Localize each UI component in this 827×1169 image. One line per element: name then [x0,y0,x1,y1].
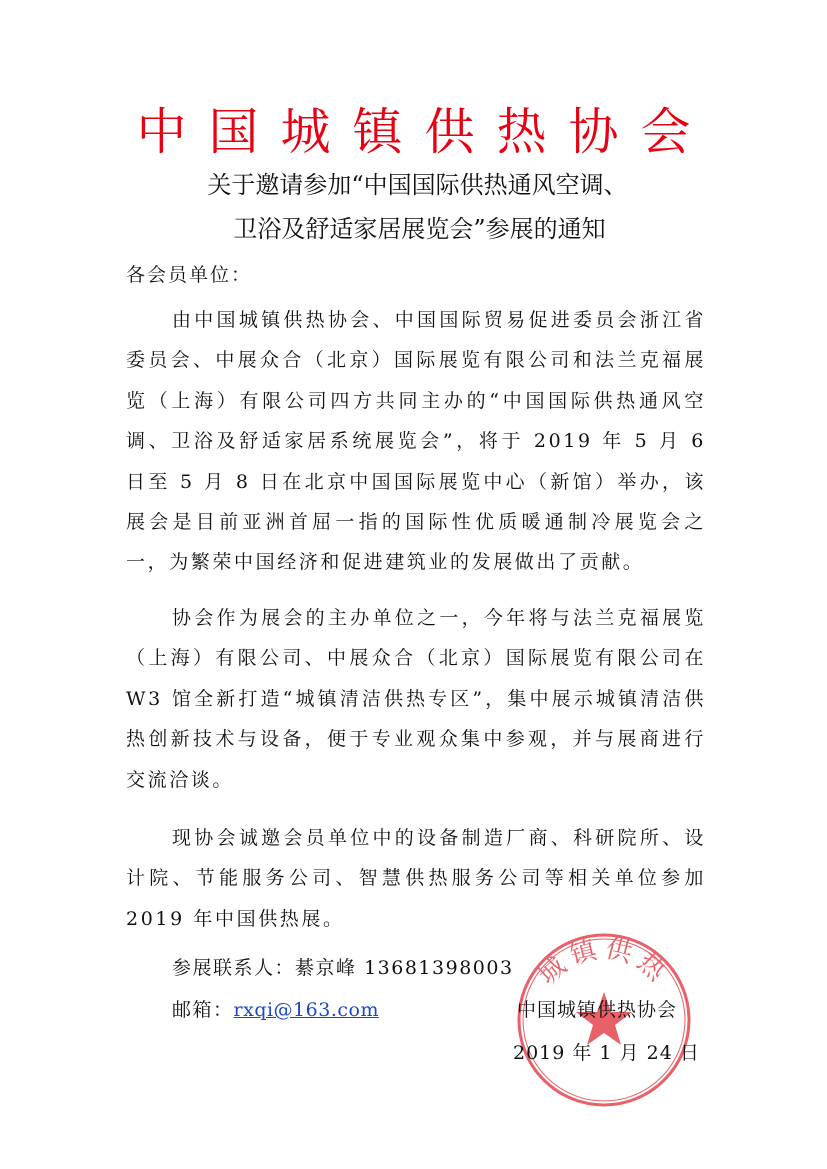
notice-title-line-1: 关于邀请参加“中国国际供热通风空调、 [207,171,628,199]
body-paragraph-1: 由中国城镇供热协会、中国国际贸易促进委员会浙江省委员会、中展众合（北京）国际展览有限公司和法兰克福展览（上海）有限公司四方共同主办的“中国国际供热通风空调、卫浴及舒适家居系统展览会”，将于 2019 年 5 月 6 日至 5 月 8 日在北京中国国际展览中心（新馆）举办，该展会是目前亚洲首屈一指的国际性优质暖通制冷展览会之一，为繁荣中国经济和促进建筑业的发展做出了贡献。 [126,309,706,574]
notice-title-line-2: 卫浴及舒适家居展览会”参展的通知 [233,215,606,243]
signature-date: 2019 年 1 月 24 日 [513,1042,700,1064]
seal-text: 城镇供热 [532,933,676,992]
body-paragraph-2: 协会作为展会的主办单位之一，今年将与法兰克福展览（上海）有限公司、中展众合（北京）国际展览有限公司在 W3 馆全新打造“城镇清洁供热专区”，集中展示城镇清洁供热创新技术与设备，便于专业观众集中参观，并与展商进行交流洽谈。 [126,607,706,791]
svg-text:城镇供热 [533,934,675,992]
signature-org: 中国城镇供热协会 [517,999,678,1021]
contact-person-label: 参展联系人： [172,957,296,979]
contact-person-name: 綦京峰 [295,957,357,979]
email-label: 邮箱： [172,999,234,1021]
contact-email-line [172,997,379,1023]
org-title: 中国城镇供热协会 [136,103,713,161]
salutation: 各会员单位： [126,264,253,286]
body-paragraph-3: 现协会诚邀会员单位中的设备制造厂商、科研院所、设计院、节能服务公司、智慧供热服务公司等相关单位参加 2019 年中国供热展。 [126,827,706,930]
contact-phone: 13681398003 [364,957,514,979]
contact-person-line [172,955,514,981]
email-link[interactable]: rxqi@163.com [233,999,379,1021]
